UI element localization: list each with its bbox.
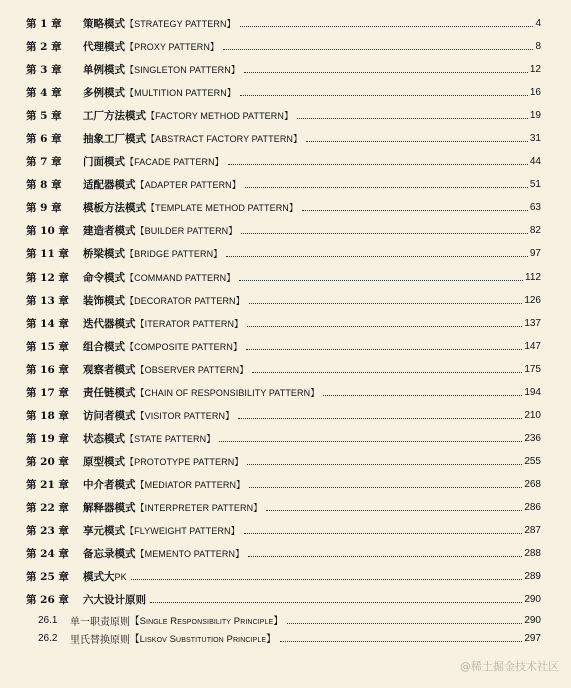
chapter-number: 第 19 章 — [26, 432, 69, 445]
chapter-title-cn: 工厂方法模式 — [83, 110, 146, 123]
chapter-title-cn: 策略模式 — [83, 18, 125, 31]
toc-row[interactable] — [0, 588, 571, 611]
dot-leader — [219, 441, 522, 442]
page-number: 51 — [529, 179, 541, 191]
chapter-title-en: 【FACADE PATTERN】 — [125, 157, 224, 168]
chapter-title-en: 【BRIDGE PATTERN】 — [125, 249, 223, 260]
chapter-title-cn: 代理模式 — [83, 41, 125, 54]
chapter-title-en: 【SINGLETON PATTERN】 — [125, 65, 240, 76]
section-title-en: 【Liskov Substitution Principle】 — [130, 634, 276, 646]
chapter-number: 第 24 章 — [26, 548, 69, 561]
chapter-title-en: 【INTERPRETER PATTERN】 — [135, 503, 263, 513]
page-number: 268 — [524, 478, 541, 490]
dot-leader — [150, 602, 522, 603]
section-title-en: 【Single Responsibility Principle】 — [130, 616, 283, 628]
chapter-number: 第 2 章 — [26, 41, 62, 54]
dot-leader — [240, 95, 528, 96]
chapter-title-en: 【ABSTRACT FACTORY PATTERN】 — [146, 134, 303, 145]
chapter-title-en: 【DECORATOR PATTERN】 — [125, 295, 245, 306]
section-title-cn: 单一职责原则 — [70, 616, 130, 628]
section-number: 26.1 — [38, 614, 58, 626]
chapter-title-cn: 迭代器模式 — [83, 317, 136, 330]
chapter-title-cn: 观察者模式 — [83, 363, 136, 376]
chapter-number: 第 26 章 — [26, 594, 69, 607]
chapter-number: 第 9 章 — [26, 202, 62, 215]
chapter-title-en: 【MEMENTO PATTERN】 — [135, 549, 245, 560]
chapter-title-cn: 模式大 — [83, 571, 115, 584]
chapter-title-en: 【VISITOR PATTERN】 — [135, 410, 235, 421]
toc-row[interactable] — [0, 404, 571, 427]
toc-section-row[interactable] — [0, 611, 571, 629]
toc-row[interactable] — [0, 196, 571, 219]
chapter-number: 第 8 章 — [26, 179, 62, 192]
toc-row[interactable] — [0, 542, 571, 565]
chapter-title-cn: 六大设计原则 — [83, 594, 146, 607]
dot-leader — [252, 372, 522, 373]
chapter-title-en: 【MULTITION PATTERN】 — [125, 88, 236, 99]
chapter-number: 第 16 章 — [26, 363, 69, 376]
table-of-contents — [0, 12, 571, 647]
chapter-number: 第 25 章 — [26, 571, 69, 584]
dot-leader — [249, 303, 523, 304]
page-number: 290 — [524, 614, 541, 626]
page-number: 297 — [524, 632, 541, 644]
dot-leader — [223, 49, 533, 50]
chapter-number: 第 18 章 — [26, 409, 69, 422]
dot-leader — [245, 187, 528, 188]
chapter-title-cn: 桥梁模式 — [83, 248, 125, 261]
toc-row[interactable] — [0, 242, 571, 265]
chapter-title-cn: 责任链模式 — [83, 386, 136, 399]
chapter-title-cn: 访问者模式 — [83, 409, 136, 422]
chapter-title-cn: 解释器模式 — [83, 502, 136, 514]
toc-row[interactable] — [0, 450, 571, 473]
chapter-number: 第 21 章 — [26, 478, 69, 491]
dot-leader — [266, 510, 522, 511]
chapter-number: 第 4 章 — [26, 87, 62, 100]
page-number: 210 — [524, 409, 541, 421]
chapter-number: 第 14 章 — [26, 317, 69, 330]
page-number: 44 — [529, 156, 541, 168]
page-number: 175 — [524, 363, 541, 375]
chapter-number: 第 17 章 — [26, 386, 69, 399]
chapter-title-cn: 模板方法模式 — [83, 202, 146, 215]
toc-row[interactable] — [0, 565, 571, 588]
page-number: 194 — [524, 386, 541, 398]
chapter-title-cn: 装饰模式 — [83, 294, 125, 307]
page-number: 126 — [524, 294, 541, 306]
section-title-cn: 里氏替换原则 — [70, 634, 130, 646]
dot-leader — [248, 556, 522, 557]
toc-row[interactable] — [0, 150, 571, 173]
dot-leader — [287, 623, 522, 624]
chapter-title-en: PK — [114, 571, 127, 582]
dot-leader — [239, 280, 523, 281]
toc-section-row[interactable] — [0, 629, 571, 647]
chapter-title-cn: 命令模式 — [83, 271, 125, 284]
chapter-title-en: 【OBSERVER PATTERN】 — [135, 364, 249, 375]
chapter-number: 第 13 章 — [26, 294, 69, 307]
dot-leader — [238, 418, 522, 419]
dot-leader — [228, 164, 528, 165]
page-number: 19 — [529, 110, 541, 122]
chapter-number: 第 1 章 — [26, 18, 62, 31]
page-number: 290 — [524, 594, 541, 606]
dot-leader — [244, 533, 523, 534]
dot-leader — [247, 326, 522, 327]
toc-row[interactable] — [0, 58, 571, 81]
page-number: 288 — [524, 548, 541, 560]
page-number: 255 — [524, 455, 541, 467]
chapter-title-en: 【ITERATOR PATTERN】 — [135, 318, 244, 329]
page-number: 12 — [529, 64, 541, 76]
toc-row[interactable] — [0, 427, 571, 450]
chapter-number: 第 7 章 — [26, 156, 62, 169]
page-number: 287 — [524, 525, 541, 537]
toc-row[interactable] — [0, 81, 571, 104]
toc-row[interactable] — [0, 127, 571, 150]
page-number: 4 — [535, 18, 541, 30]
chapter-title-en: 【FACTORY METHOD PATTERN】 — [146, 111, 294, 122]
page-number: 286 — [524, 502, 541, 513]
chapter-title-cn: 中介者模式 — [83, 478, 136, 491]
chapter-title-cn: 享元模式 — [83, 525, 125, 538]
dot-leader — [131, 579, 523, 580]
chapter-number: 第 10 章 — [26, 225, 69, 238]
chapter-title-en: 【MEDIATOR PATTERN】 — [135, 479, 246, 490]
page-number: 63 — [529, 202, 541, 214]
chapter-title-cn: 门面模式 — [83, 156, 125, 169]
chapter-title-en: 【COMPOSITE PATTERN】 — [125, 341, 243, 352]
dot-leader — [306, 141, 528, 142]
chapter-number: 第 22 章 — [26, 502, 69, 514]
dot-leader — [249, 487, 522, 488]
dot-leader — [247, 464, 522, 465]
page-number: 236 — [524, 432, 541, 444]
dot-leader — [302, 210, 528, 211]
dot-leader — [226, 256, 528, 257]
chapter-title-en: 【CHAIN OF RESPONSIBILITY PATTERN】 — [135, 387, 320, 398]
chapter-number: 第 23 章 — [26, 525, 69, 538]
chapter-title-en: 【ADAPTER PATTERN】 — [135, 180, 241, 191]
chapter-title-cn: 抽象工厂模式 — [83, 133, 146, 146]
toc-row[interactable] — [0, 219, 571, 242]
dot-leader — [323, 395, 522, 396]
toc-row[interactable] — [0, 104, 571, 127]
chapter-title-cn: 原型模式 — [83, 455, 125, 468]
chapter-number: 第 12 章 — [26, 271, 69, 284]
chapter-title-en: 【TEMPLATE METHOD PATTERN】 — [146, 203, 299, 214]
page-number: 97 — [529, 248, 541, 260]
chapter-title-en: 【PROTOTYPE PATTERN】 — [125, 456, 244, 467]
toc-row[interactable] — [0, 358, 571, 381]
dot-leader — [244, 72, 528, 73]
toc-row[interactable] — [0, 173, 571, 196]
page-number: 16 — [529, 87, 541, 99]
chapter-number: 第 20 章 — [26, 455, 69, 468]
chapter-title-en: 【STRATEGY PATTERN】 — [125, 19, 236, 30]
section-number: 26.2 — [38, 632, 58, 644]
dot-leader — [280, 641, 523, 642]
chapter-title-en: 【STATE PATTERN】 — [125, 433, 216, 444]
dot-leader — [246, 349, 522, 350]
chapter-title-cn: 单例模式 — [83, 64, 125, 77]
chapter-title-en: 【COMMAND PATTERN】 — [125, 272, 236, 283]
chapter-title-en: 【FLYWEIGHT PATTERN】 — [125, 526, 240, 537]
toc-row[interactable] — [0, 519, 571, 542]
chapter-title-en: 【PROXY PATTERN】 — [125, 42, 220, 53]
chapter-number: 第 11 章 — [26, 248, 69, 261]
toc-row[interactable] — [0, 312, 571, 335]
page-number: 8 — [535, 41, 541, 53]
toc-row[interactable] — [0, 335, 571, 358]
page-number: 82 — [529, 225, 541, 237]
chapter-title-cn: 多例模式 — [83, 87, 125, 100]
page-number: 289 — [524, 571, 541, 583]
page-number: 31 — [529, 133, 541, 145]
chapter-title-cn: 状态模式 — [83, 432, 125, 445]
chapter-number: 第 3 章 — [26, 64, 62, 77]
dot-leader — [241, 233, 527, 234]
watermark: @稀土掘金技术社区 — [460, 660, 559, 673]
toc-row[interactable] — [0, 266, 571, 289]
chapter-number: 第 15 章 — [26, 340, 69, 353]
toc-row[interactable] — [0, 289, 571, 312]
toc-row[interactable] — [0, 12, 571, 35]
chapter-title-cn: 建造者模式 — [83, 225, 136, 238]
page-number: 112 — [525, 271, 541, 283]
chapter-title-cn: 适配器模式 — [83, 179, 136, 192]
toc-row[interactable] — [0, 35, 571, 58]
page-number: 147 — [524, 340, 541, 352]
dot-leader — [240, 26, 534, 27]
chapter-title-cn: 备忘录模式 — [83, 548, 136, 561]
chapter-number: 第 6 章 — [26, 133, 62, 146]
toc-row[interactable] — [0, 473, 571, 496]
toc-row[interactable] — [0, 496, 571, 519]
chapter-title-cn: 组合模式 — [83, 340, 125, 353]
chapter-title-en: 【BUILDER PATTERN】 — [135, 226, 238, 237]
dot-leader — [297, 118, 528, 119]
page-number: 137 — [524, 317, 541, 329]
chapter-number: 第 5 章 — [26, 110, 62, 123]
toc-row[interactable] — [0, 381, 571, 404]
